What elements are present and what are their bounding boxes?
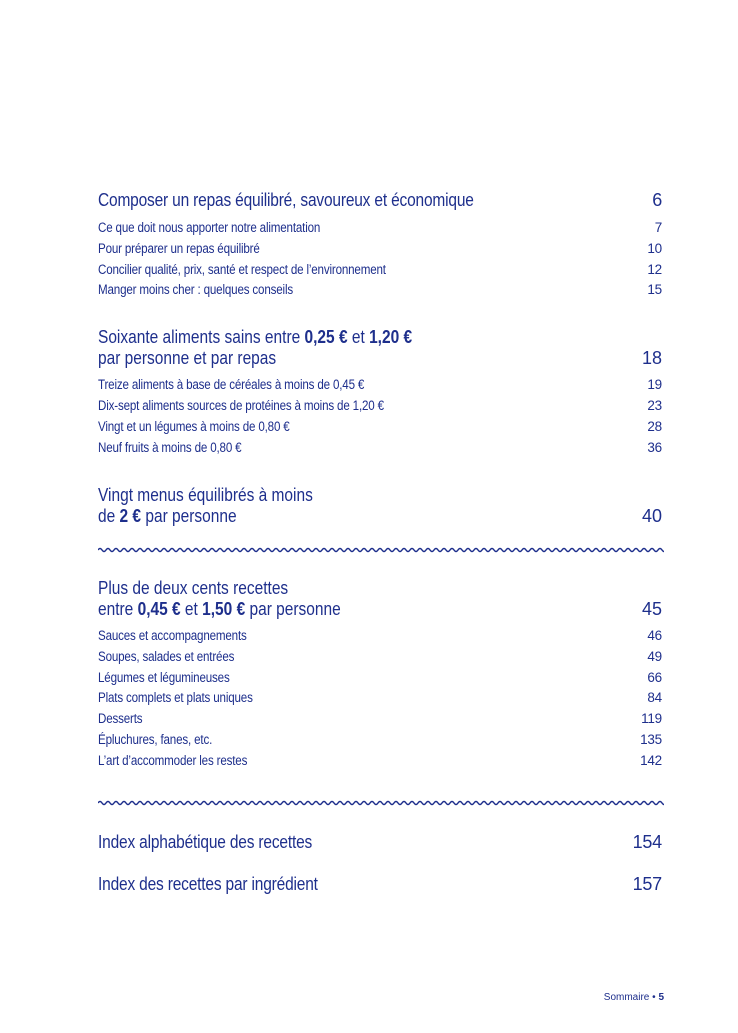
toc-heading-index-ingredient[interactable]	[98, 874, 662, 895]
toc-heading-page: 154	[632, 832, 662, 852]
toc-heading-title-line-1: Soixante aliments sains entre 0,25 € et 1,20 €	[98, 327, 413, 348]
page-footer	[604, 992, 664, 1003]
toc-item-label: Dix-sept aliments sources de protéines à moins de 1,20 €	[98, 397, 384, 413]
toc-heading-page: 6	[652, 190, 662, 210]
toc-item[interactable]	[98, 626, 662, 647]
toc-item-label: Desserts	[98, 711, 143, 727]
toc-item-page: 10	[647, 240, 662, 256]
toc-item[interactable]	[98, 375, 662, 396]
toc-section-4	[98, 578, 662, 772]
footer-separator: •	[652, 992, 656, 1003]
toc-item-page: 46	[647, 628, 662, 643]
toc-item-page: 135	[640, 731, 662, 747]
wavy-divider	[98, 799, 664, 807]
table-of-contents-part-2	[98, 578, 662, 772]
toc-item-label: Ce que doit nous apporter notre alimentation	[98, 220, 321, 235]
toc-item[interactable]	[98, 647, 662, 668]
toc-item[interactable]	[98, 438, 662, 459]
toc-heading-index-alpha[interactable]	[98, 832, 662, 853]
toc-item-page: 66	[647, 669, 662, 685]
toc-item-label: Concilier qualité, prix, santé et respect de l’environnement	[98, 261, 386, 277]
toc-item[interactable]	[98, 260, 662, 281]
toc-item-label: Soupes, salades et entrées	[98, 648, 235, 664]
toc-heading[interactable]	[98, 578, 662, 620]
toc-item-label: Treize aliments à base de céréales à moins de 0,45 €	[98, 377, 365, 393]
toc-section-1	[98, 190, 662, 301]
toc-item-label: Neuf fruits à moins de 0,80 €	[98, 439, 242, 455]
toc-item[interactable]	[98, 751, 662, 772]
toc-heading-page: 45	[641, 599, 662, 619]
toc-item-label: Sauces et accompagnements	[98, 628, 247, 643]
toc-heading-title-line-2: de 2 € par personne	[98, 506, 237, 527]
wavy-divider	[98, 546, 664, 554]
toc-item[interactable]	[98, 396, 662, 417]
toc-item-label: Plats complets et plats uniques	[98, 690, 253, 706]
toc-item-page: 23	[647, 397, 662, 413]
toc-heading-title: Index des recettes par ingrédient	[98, 874, 318, 894]
footer-page-number: 5	[658, 992, 664, 1003]
toc-item-page: 84	[647, 690, 662, 706]
toc-item-page: 36	[647, 439, 662, 455]
table-of-contents-indexes	[98, 832, 662, 895]
toc-item-page: 15	[647, 282, 662, 298]
toc-heading[interactable]	[98, 190, 662, 211]
toc-item-page: 28	[647, 418, 662, 434]
toc-heading-page: 157	[632, 874, 662, 894]
toc-item-label: Manger moins cher : quelques conseils	[98, 282, 293, 298]
toc-item-label: Pour préparer un repas équilibré	[98, 240, 260, 256]
toc-item[interactable]	[98, 688, 662, 709]
toc-item-page: 142	[640, 752, 662, 768]
toc-item[interactable]	[98, 218, 662, 239]
toc-heading-title: Index alphabétique des recettes	[98, 832, 313, 852]
toc-item-label: Légumes et légumineuses	[98, 669, 230, 685]
toc-heading-title-line-1: Plus de deux cents recettes	[98, 578, 289, 598]
toc-heading[interactable]	[98, 327, 662, 369]
toc-heading-title-line-2: par personne et par repas	[98, 348, 277, 369]
toc-heading-title-line-1: Vingt menus équilibrés à moins	[98, 485, 313, 506]
toc-item[interactable]	[98, 280, 662, 301]
toc-item-label: Vingt et un légumes à moins de 0,80 €	[98, 418, 290, 434]
toc-item[interactable]	[98, 239, 662, 260]
toc-heading[interactable]	[98, 485, 662, 527]
table-of-contents	[98, 190, 662, 527]
toc-item-page: 119	[641, 711, 662, 727]
toc-heading-page: 18	[641, 348, 662, 369]
toc-item[interactable]	[98, 730, 662, 751]
toc-item[interactable]	[98, 417, 662, 438]
toc-item-page: 49	[647, 648, 662, 664]
toc-item[interactable]	[98, 709, 662, 730]
toc-item-page: 19	[647, 377, 662, 393]
toc-item[interactable]	[98, 668, 662, 689]
toc-heading-title: Composer un repas équilibré, savoureux et économique	[98, 190, 474, 210]
toc-heading-title-line-2: entre 0,45 € et 1,50 € par personne	[98, 599, 341, 619]
toc-item-label: Épluchures, fanes, etc.	[98, 731, 213, 747]
toc-section-2	[98, 327, 662, 458]
toc-item-page: 7	[654, 220, 662, 235]
toc-section-3	[98, 485, 662, 527]
toc-heading-page: 40	[641, 506, 662, 527]
toc-item-label: L’art d’accommoder les restes	[98, 752, 248, 768]
footer-section-label: Sommaire	[603, 992, 650, 1003]
toc-item-page: 12	[647, 261, 662, 277]
